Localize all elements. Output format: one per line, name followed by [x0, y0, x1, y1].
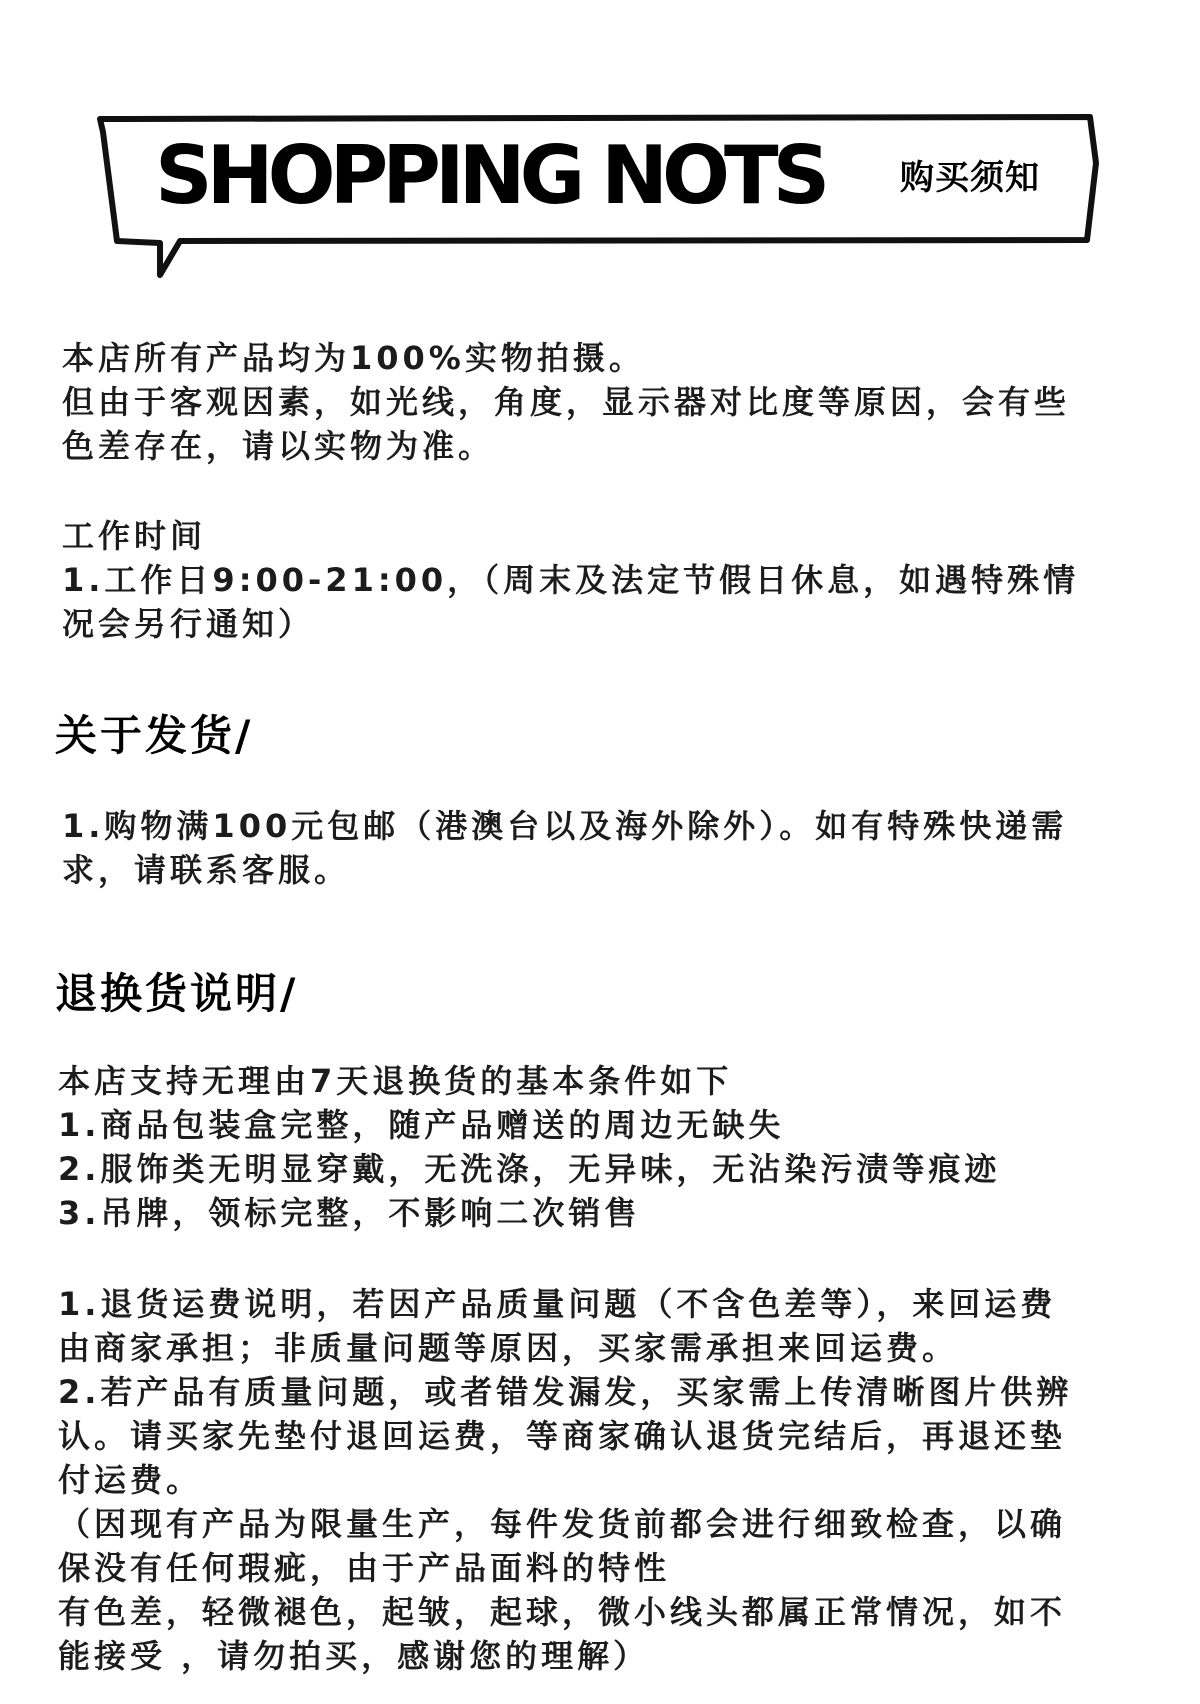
returns-note-line: 由商家承担；非质量问题等原因，买家需承担来回运费。 — [58, 1329, 959, 1367]
returns-note-line: （因现有产品为限量生产，每件发货前都会进行细致检查，以确 — [58, 1505, 1067, 1543]
intro-section — [62, 336, 1152, 468]
returns-condition-line: 1.商品包装盒完整，随产品赠送的周边无缺失 — [58, 1106, 785, 1144]
returns-conditions — [58, 1059, 1148, 1235]
intro-line: 色差存在，请以实物为准。 — [62, 427, 495, 465]
returns-note-line: 2.若产品有质量问题，或者错发漏发，买家需上传清晰图片供辨 — [58, 1373, 1073, 1411]
returns-condition-line: 2.服饰类无明显穿戴，无洗涤，无异味，无沾染污渍等痕迹 — [58, 1150, 1001, 1188]
returns-note-line: 有色差，轻微褪色，起皱，起球，微小线头都属正常情况，如不 — [58, 1593, 1067, 1631]
work-time-line: 况会另行通知） — [62, 605, 315, 643]
returns-heading: 退换货说明/ — [55, 969, 299, 1018]
returns-condition-line: 本店支持无理由7天退换货的基本条件如下 — [58, 1062, 733, 1100]
banner-title: SHOPPING NOTS — [155, 129, 825, 222]
returns-note-line: 1.退货运费说明，若因产品质量问题（不含色差等），来回运费 — [58, 1285, 1057, 1323]
returns-note-line: 保没有任何瑕疵，由于产品面料的特性 — [58, 1549, 671, 1587]
shipping-section — [62, 804, 1152, 892]
shipping-heading: 关于发货/ — [55, 711, 254, 760]
shipping-line: 1.购物满100元包邮（港澳台以及海外除外）。如有特殊快递需 — [62, 807, 1068, 845]
returns-note-line: 认。请买家先垫付退回运费，等商家确认退货完结后，再退还垫 — [58, 1417, 1067, 1455]
returns-note-line: 付运费。 — [58, 1461, 203, 1499]
work-time-title: 工作时间 — [62, 517, 207, 555]
intro-line: 本店所有产品均为100%实物拍摄。 — [62, 339, 645, 377]
shipping-line: 求，请联系客服。 — [62, 851, 351, 889]
banner-subtitle: 购买须知 — [900, 158, 1040, 198]
returns-condition-line: 3.吊牌，领标完整，不影响二次销售 — [58, 1194, 641, 1232]
returns-note-line: 能接受 ，请勿拍买，感谢您的理解） — [58, 1637, 650, 1675]
returns-notes — [58, 1282, 1148, 1678]
work-time-section — [62, 514, 1152, 646]
work-time-line: 1.工作日9:00-21:00，（周末及法定节假日休息，如遇特殊情 — [62, 561, 1080, 599]
intro-line: 但由于客观因素，如光线，角度，显示器对比度等原因，会有些 — [62, 383, 1071, 421]
